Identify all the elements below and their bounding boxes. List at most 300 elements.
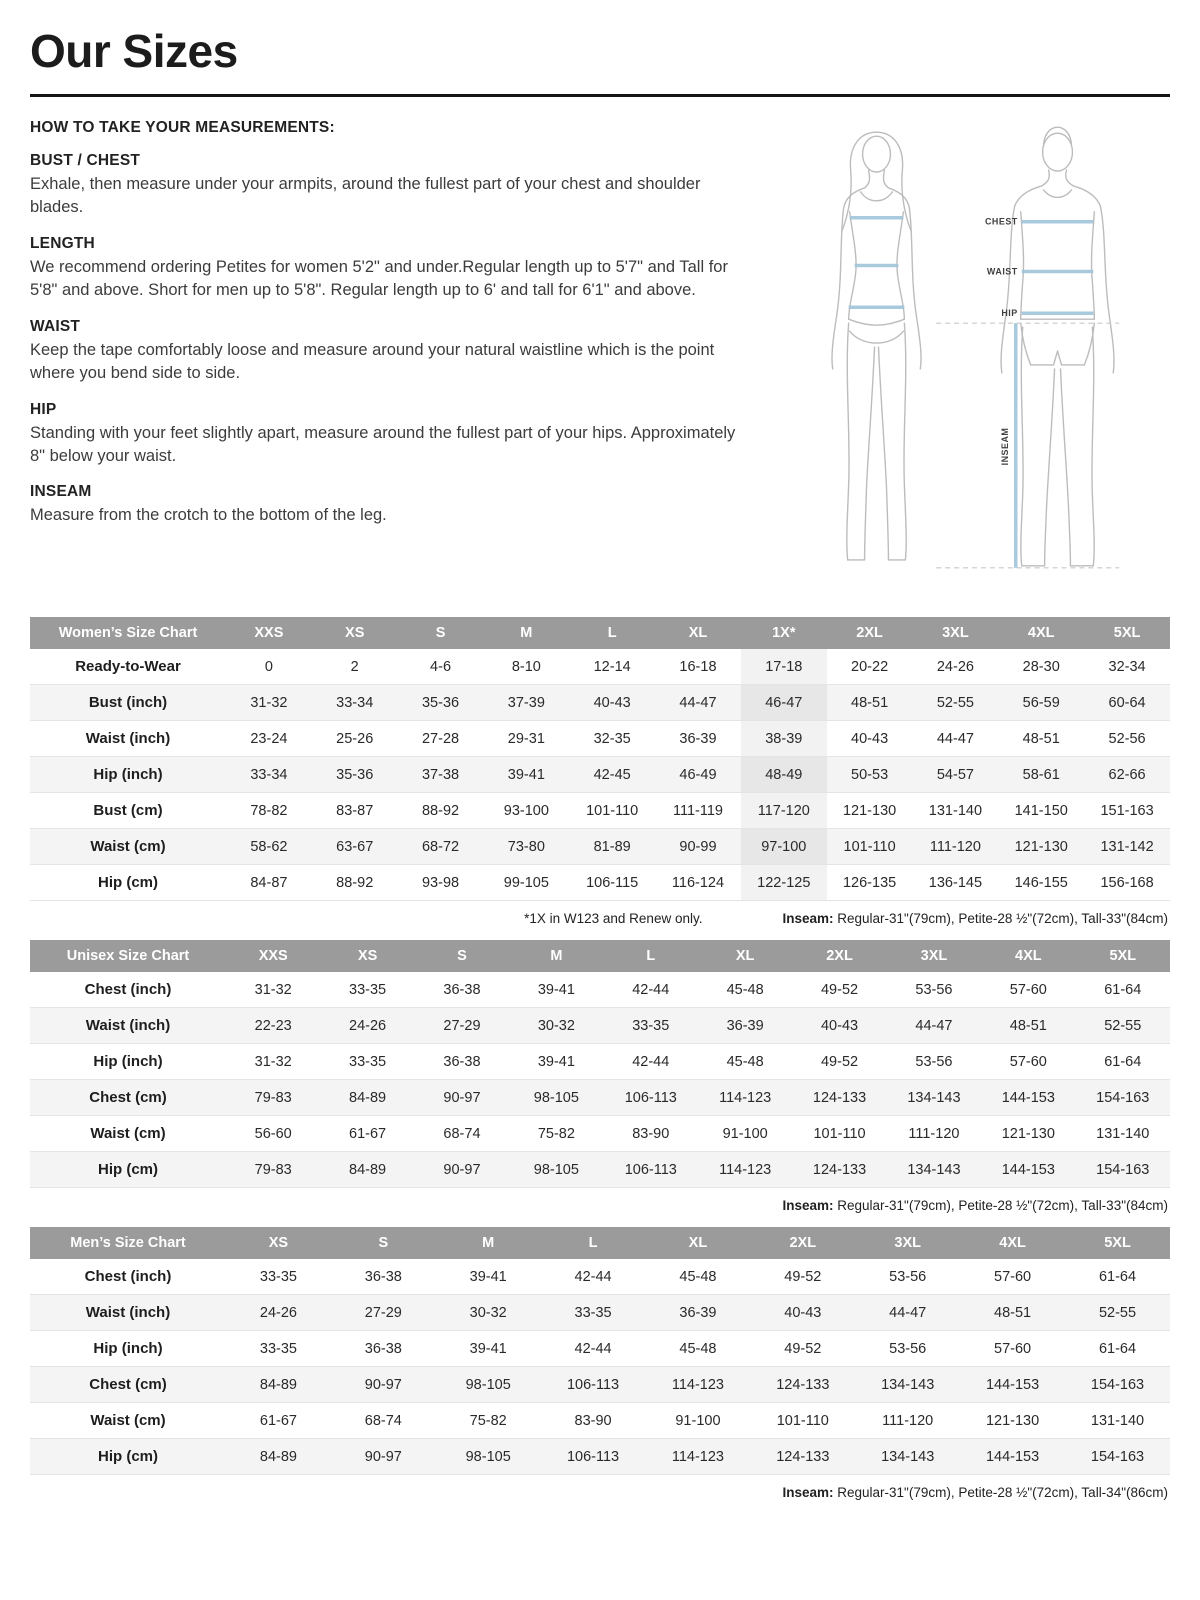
size-cell: 101-110 <box>813 1125 866 1142</box>
size-cell: 33-35 <box>632 1017 670 1034</box>
table-row <box>30 1403 1170 1439</box>
size-cell: 42-44 <box>632 1053 670 1070</box>
size-cell: 44-47 <box>915 1017 953 1034</box>
size-column-header: S <box>331 1227 436 1259</box>
instruction-section <box>30 401 754 469</box>
table-row <box>30 1152 1170 1188</box>
table-footnotes <box>32 911 1168 926</box>
size-cell: 40-43 <box>851 730 889 747</box>
size-tables <box>30 617 1170 1500</box>
size-cell: 93-100 <box>503 802 549 819</box>
size-cell: 28-30 <box>1022 658 1060 675</box>
row-label: Hip (cm) <box>98 1448 158 1465</box>
instruction-section-title: BUST / CHEST <box>30 152 141 169</box>
table-row <box>30 793 1170 829</box>
size-cell: 27-28 <box>421 730 460 747</box>
row-label: Hip (cm) <box>98 874 158 891</box>
size-cell: 42-44 <box>632 981 670 998</box>
size-cell: 154-163 <box>1096 1161 1150 1178</box>
table-row <box>30 721 1170 757</box>
size-cell: 61-67 <box>259 1412 297 1429</box>
size-cell: 56-60 <box>254 1125 292 1142</box>
size-column-header: XS <box>226 1227 331 1259</box>
instruction-section <box>30 483 754 527</box>
size-cell: 33-35 <box>349 981 387 998</box>
size-cell: 48-49 <box>741 757 827 793</box>
size-column-header: 5XL <box>1076 940 1170 972</box>
womens-size-chart <box>30 617 1170 926</box>
size-cell: 50-53 <box>851 766 889 783</box>
size-cell: 24-26 <box>349 1017 387 1034</box>
size-cell: 91-100 <box>722 1125 768 1142</box>
size-cell: 46-49 <box>679 766 717 783</box>
instruction-section-body: We recommend ordering Petites for women 5'2" and under.Regular length up to 5'7" and Tall for 5'8" and above. Short for men up to 5'8". Regular length up to 6' and tall for 6'1" and above. <box>30 257 728 300</box>
size-cell: 30-32 <box>537 1017 575 1034</box>
size-cell: 36-38 <box>364 1340 402 1357</box>
size-cell: 99-105 <box>503 874 549 891</box>
size-column-header: S <box>415 940 509 972</box>
size-cell: 83-90 <box>632 1125 670 1142</box>
chart-title: Women’s Size Chart <box>30 617 226 649</box>
size-cell: 37-38 <box>421 766 460 783</box>
table-row <box>30 972 1170 1008</box>
size-cell: 31-32 <box>250 694 288 711</box>
size-column-header: 5XL <box>1084 617 1170 649</box>
size-cell: 35-36 <box>421 694 460 711</box>
size-cell: 57-60 <box>1009 981 1047 998</box>
size-cell: 98-105 <box>465 1448 511 1465</box>
size-cell: 61-64 <box>1098 1340 1137 1357</box>
size-cell: 45-48 <box>726 981 764 998</box>
table-footnotes <box>32 1198 1168 1213</box>
size-cell: 68-74 <box>443 1125 481 1142</box>
row-label: Chest (inch) <box>84 1268 172 1285</box>
size-column-header: M <box>483 617 569 649</box>
chart-title: Unisex Size Chart <box>30 940 226 972</box>
size-cell: 101-110 <box>776 1412 829 1429</box>
row-label: Hip (inch) <box>93 1053 163 1070</box>
size-cell: 0 <box>264 658 273 675</box>
size-cell: 124-133 <box>776 1376 830 1393</box>
measurement-diagram <box>772 111 1170 593</box>
instruction-section-body: Measure from the crotch to the bottom of the leg. <box>30 506 387 525</box>
size-cell: 61-64 <box>1104 981 1142 998</box>
size-cell: 16-18 <box>679 658 717 675</box>
size-cell: 56-59 <box>1022 694 1060 711</box>
size-cell: 39-41 <box>469 1268 507 1285</box>
size-cell: 121-130 <box>985 1412 1040 1429</box>
female-figure-icon <box>832 132 921 560</box>
size-cell: 36-39 <box>679 1304 717 1321</box>
size-cell: 131-142 <box>1100 838 1154 855</box>
row-label: Bust (inch) <box>88 694 168 711</box>
size-cell: 88-92 <box>421 802 460 819</box>
footnote-text: Regular-31"(79cm), Petite-28 ½"(72cm), Tall-34"(86cm) <box>833 1485 1168 1500</box>
footnote <box>524 911 702 926</box>
size-cell: 27-29 <box>364 1304 402 1321</box>
footnote-label: Inseam: <box>782 1198 834 1213</box>
header-row <box>30 617 1170 649</box>
size-cell: 57-60 <box>994 1340 1032 1357</box>
size-cell: 111-119 <box>672 802 723 819</box>
size-cell: 49-52 <box>784 1340 822 1357</box>
size-cell: 2 <box>350 658 359 675</box>
size-cell: 131-140 <box>928 802 983 819</box>
inseam-label: INSEAM <box>999 427 1010 466</box>
size-cell: 45-48 <box>679 1340 717 1357</box>
size-cell: 124-133 <box>812 1089 867 1106</box>
header-row <box>30 1227 1170 1259</box>
size-cell: 106-113 <box>566 1376 620 1393</box>
size-cell: 49-52 <box>820 981 859 998</box>
header-row <box>30 940 1170 972</box>
size-cell: 117-120 <box>741 793 827 829</box>
mens-size-chart <box>30 1227 1170 1500</box>
instruction-section-title: HIP <box>30 400 57 418</box>
size-cell: 91-100 <box>675 1412 721 1429</box>
size-column-header: 4XL <box>998 617 1084 649</box>
size-cell: 141-150 <box>1014 802 1068 819</box>
size-cell: 114-123 <box>719 1089 772 1106</box>
size-cell: 144-153 <box>985 1448 1040 1465</box>
row-label: Waist (cm) <box>90 1125 166 1142</box>
size-cell: 90-97 <box>443 1161 481 1178</box>
size-cell: 121-130 <box>1001 1125 1055 1142</box>
size-cell: 101-110 <box>586 802 639 819</box>
size-cell: 134-143 <box>907 1089 961 1106</box>
size-cell: 97-100 <box>741 829 827 865</box>
size-cell: 60-64 <box>1108 694 1146 711</box>
size-cell: 114-123 <box>671 1448 724 1465</box>
table-row <box>30 1044 1170 1080</box>
row-label: Chest (inch) <box>84 981 172 998</box>
size-column-header: S <box>398 617 484 649</box>
unisex-table <box>30 940 1170 1188</box>
size-cell: 144-153 <box>1001 1089 1055 1106</box>
size-cell: 27-29 <box>443 1017 481 1034</box>
size-column-header: L <box>541 1227 646 1259</box>
size-cell: 156-168 <box>1100 874 1154 891</box>
size-cell: 42-45 <box>593 766 631 783</box>
size-cell: 84-89 <box>349 1089 387 1106</box>
size-cell: 33-35 <box>349 1053 387 1070</box>
footnote-text: Regular-31"(79cm), Petite-28 ½"(72cm), Tall-33"(84cm) <box>833 1198 1168 1213</box>
size-cell: 124-133 <box>776 1448 830 1465</box>
size-cell: 84-89 <box>259 1376 297 1393</box>
size-column-header: M <box>509 940 603 972</box>
size-cell: 52-55 <box>1104 1017 1142 1034</box>
size-cell: 79-83 <box>254 1161 292 1178</box>
row-label: Chest (cm) <box>89 1376 167 1393</box>
size-cell: 58-61 <box>1022 766 1060 783</box>
size-column-header: XL <box>698 940 792 972</box>
table-row <box>30 649 1170 685</box>
page-title: Our Sizes <box>30 25 238 77</box>
size-cell: 126-135 <box>842 874 897 891</box>
size-cell: 32-35 <box>593 730 631 747</box>
size-cell: 53-56 <box>889 1268 927 1285</box>
unisex-size-chart <box>30 940 1170 1213</box>
size-cell: 154-163 <box>1090 1376 1145 1393</box>
size-cell: 24-26 <box>259 1304 297 1321</box>
size-cell: 31-32 <box>254 1053 292 1070</box>
table-row <box>30 1008 1170 1044</box>
size-cell: 90-97 <box>364 1376 402 1393</box>
size-column-header: XXS <box>226 617 312 649</box>
size-cell: 144-153 <box>985 1376 1040 1393</box>
footnote <box>782 1485 1168 1500</box>
size-column-header: 2XL <box>792 940 886 972</box>
table-footnotes <box>32 1485 1168 1500</box>
row-label: Waist (inch) <box>85 730 171 747</box>
size-cell: 90-99 <box>679 838 717 855</box>
row-label: Waist (inch) <box>85 1304 171 1321</box>
size-cell: 131-140 <box>1096 1125 1150 1142</box>
size-cell: 33-34 <box>250 766 288 783</box>
size-cell: 106-113 <box>624 1161 677 1178</box>
chest-label: CHEST <box>984 216 1018 227</box>
row-label: Waist (cm) <box>90 838 166 855</box>
size-cell: 12-14 <box>593 658 631 675</box>
size-cell: 57-60 <box>994 1268 1032 1285</box>
size-cell: 24-26 <box>936 658 974 675</box>
size-cell: 154-163 <box>1096 1089 1150 1106</box>
measurement-figures-illustration <box>787 117 1155 593</box>
size-cell: 63-67 <box>336 838 374 855</box>
hip-label: HIP <box>1001 308 1018 319</box>
size-cell: 84-87 <box>250 874 288 891</box>
table-row <box>30 685 1170 721</box>
instruction-section-body: Exhale, then measure under your armpits, around the fullest part of your chest and shoulder blades. <box>30 175 701 217</box>
size-column-header: XXS <box>226 940 320 972</box>
size-cell: 39-41 <box>469 1340 507 1357</box>
size-cell: 52-55 <box>1098 1304 1137 1321</box>
size-cell: 38-39 <box>741 721 827 757</box>
size-cell: 98-105 <box>533 1161 579 1178</box>
table-row <box>30 829 1170 865</box>
size-cell: 30-32 <box>469 1304 507 1321</box>
size-cell: 31-32 <box>254 981 292 998</box>
size-cell: 39-41 <box>537 981 575 998</box>
size-column-header: 3XL <box>887 940 981 972</box>
size-cell: 93-98 <box>421 874 460 891</box>
size-cell: 61-67 <box>349 1125 387 1142</box>
instruction-section-body: Keep the tape comfortably loose and measure around your natural waistline which is the point where you bend side to side. <box>30 340 715 383</box>
row-label: Hip (inch) <box>93 1340 163 1357</box>
size-cell: 84-89 <box>349 1161 387 1178</box>
size-cell: 39-41 <box>507 766 545 783</box>
size-cell: 111-120 <box>908 1125 960 1142</box>
size-cell: 36-39 <box>679 730 717 747</box>
table-row <box>30 1080 1170 1116</box>
instruction-section-body: Standing with your feet slightly apart, measure around the fullest part of your hips. Approximately 8" below your waist. <box>30 423 736 465</box>
instructions-heading: HOW TO TAKE YOUR MEASUREMENTS: <box>30 119 335 136</box>
size-cell: 131-140 <box>1090 1412 1145 1429</box>
instruction-section-title: INSEAM <box>30 483 92 501</box>
size-cell: 53-56 <box>889 1340 927 1357</box>
womens-table <box>30 617 1170 901</box>
size-cell: 58-62 <box>250 838 288 855</box>
size-cell: 33-34 <box>336 694 374 711</box>
size-cell: 40-43 <box>820 1017 859 1034</box>
instruction-section-title: WAIST <box>30 317 81 335</box>
size-cell: 53-56 <box>915 981 953 998</box>
size-column-header: XS <box>320 940 414 972</box>
size-cell: 42-44 <box>574 1268 612 1285</box>
size-cell: 40-43 <box>784 1304 822 1321</box>
table-row <box>30 865 1170 901</box>
size-cell: 25-26 <box>336 730 374 747</box>
size-cell: 53-56 <box>915 1053 953 1070</box>
table-row <box>30 1259 1170 1295</box>
row-label: Waist (inch) <box>85 1017 171 1034</box>
instruction-section <box>30 235 754 303</box>
size-cell: 17-18 <box>741 649 827 685</box>
size-cell: 75-82 <box>537 1125 575 1142</box>
size-cell: 36-39 <box>726 1017 764 1034</box>
male-figure-icon <box>1001 127 1114 566</box>
size-cell: 101-110 <box>843 838 896 855</box>
size-cell: 35-36 <box>336 766 374 783</box>
size-cell: 20-22 <box>851 658 889 675</box>
size-cell: 111-120 <box>882 1412 934 1429</box>
table-row <box>30 1439 1170 1475</box>
size-cell: 44-47 <box>679 694 717 711</box>
size-column-header: 2XL <box>827 617 913 649</box>
size-column-header: 4XL <box>981 940 1075 972</box>
size-cell: 134-143 <box>907 1161 961 1178</box>
row-label: Hip (inch) <box>93 766 163 783</box>
size-cell: 111-120 <box>929 838 981 855</box>
size-cell: 88-92 <box>336 874 374 891</box>
size-cell: 61-64 <box>1104 1053 1142 1070</box>
size-cell: 46-47 <box>741 685 827 721</box>
footnote-label: Inseam: <box>782 911 834 926</box>
size-cell: 57-60 <box>1009 1053 1047 1070</box>
size-cell: 83-87 <box>336 802 374 819</box>
size-cell: 33-35 <box>574 1304 612 1321</box>
size-cell: 23-24 <box>250 730 288 747</box>
size-cell: 124-133 <box>812 1161 867 1178</box>
size-cell: 36-38 <box>443 1053 481 1070</box>
table-row <box>30 1116 1170 1152</box>
size-cell: 22-23 <box>254 1017 292 1034</box>
size-cell: 121-130 <box>1014 838 1068 855</box>
instruction-section <box>30 318 754 386</box>
instruction-section <box>30 152 754 220</box>
size-cell: 114-123 <box>671 1376 724 1393</box>
size-cell: 52-56 <box>1108 730 1146 747</box>
size-cell: 4-6 <box>430 658 452 675</box>
size-column-header: XS <box>312 617 398 649</box>
size-cell: 121-130 <box>842 802 897 819</box>
size-cell: 68-74 <box>364 1412 402 1429</box>
size-cell: 68-72 <box>421 838 460 855</box>
size-cell: 116-124 <box>671 874 725 891</box>
size-column-header: 1X* <box>741 617 827 649</box>
size-cell: 122-125 <box>741 865 827 901</box>
size-cell: 106-113 <box>624 1089 677 1106</box>
size-cell: 144-153 <box>1001 1161 1055 1178</box>
size-column-header: XL <box>655 617 741 649</box>
instruction-sections <box>30 152 754 528</box>
size-cell: 136-145 <box>928 874 983 891</box>
size-cell: 61-64 <box>1098 1268 1137 1285</box>
size-cell: 36-38 <box>443 981 481 998</box>
size-cell: 75-82 <box>469 1412 507 1429</box>
row-label: Hip (cm) <box>98 1161 158 1178</box>
size-column-header: L <box>604 940 698 972</box>
size-cell: 52-55 <box>936 694 974 711</box>
size-cell: 84-89 <box>259 1448 297 1465</box>
row-label: Ready-to-Wear <box>75 658 181 675</box>
size-cell: 151-163 <box>1100 802 1154 819</box>
size-cell: 49-52 <box>820 1053 859 1070</box>
size-cell: 78-82 <box>250 802 288 819</box>
size-column-header: 3XL <box>913 617 999 649</box>
table-row <box>30 1331 1170 1367</box>
size-cell: 114-123 <box>719 1161 772 1178</box>
size-cell: 134-143 <box>881 1376 935 1393</box>
table-row <box>30 757 1170 793</box>
row-label: Waist (cm) <box>90 1412 166 1429</box>
size-cell: 44-47 <box>889 1304 927 1321</box>
size-cell: 98-105 <box>465 1376 511 1393</box>
measurements-section <box>30 111 1170 593</box>
table-row <box>30 1295 1170 1331</box>
size-cell: 90-97 <box>443 1089 481 1106</box>
size-column-header: M <box>436 1227 541 1259</box>
size-cell: 106-113 <box>566 1448 620 1465</box>
size-cell: 146-155 <box>1014 874 1068 891</box>
instruction-section-title: LENGTH <box>30 234 95 252</box>
size-cell: 62-66 <box>1108 766 1146 783</box>
size-cell: 106-115 <box>586 874 639 891</box>
measurement-lines <box>849 218 1120 568</box>
size-cell: 48-51 <box>851 694 889 711</box>
footnote-label: Inseam: <box>782 1485 834 1500</box>
mens-table <box>30 1227 1170 1475</box>
size-column-header: 2XL <box>750 1227 855 1259</box>
size-cell: 37-39 <box>507 694 545 711</box>
size-cell: 54-57 <box>936 766 974 783</box>
footnote <box>782 1198 1168 1213</box>
row-label: Bust (cm) <box>93 802 163 819</box>
title-divider <box>30 94 1170 97</box>
size-cell: 154-163 <box>1090 1448 1145 1465</box>
size-cell: 8-10 <box>511 658 541 675</box>
measurement-instructions <box>30 111 772 528</box>
size-cell: 39-41 <box>537 1053 575 1070</box>
size-cell: 42-44 <box>574 1340 612 1357</box>
size-cell: 29-31 <box>507 730 545 747</box>
size-cell: 90-97 <box>364 1448 402 1465</box>
size-cell: 45-48 <box>679 1268 717 1285</box>
table-row <box>30 1367 1170 1403</box>
size-cell: 33-35 <box>259 1340 297 1357</box>
size-cell: 48-51 <box>1022 730 1060 747</box>
footnote-text: *1X in W123 and Renew only. <box>524 911 703 926</box>
size-cell: 79-83 <box>254 1089 292 1106</box>
footnote <box>782 911 1168 926</box>
size-cell: 44-47 <box>936 730 974 747</box>
size-cell: 134-143 <box>881 1448 935 1465</box>
chart-title: Men’s Size Chart <box>30 1227 226 1259</box>
row-label: Chest (cm) <box>89 1089 167 1106</box>
waist-label: WAIST <box>986 266 1018 277</box>
size-cell: 98-105 <box>533 1089 579 1106</box>
size-cell: 83-90 <box>574 1412 612 1429</box>
